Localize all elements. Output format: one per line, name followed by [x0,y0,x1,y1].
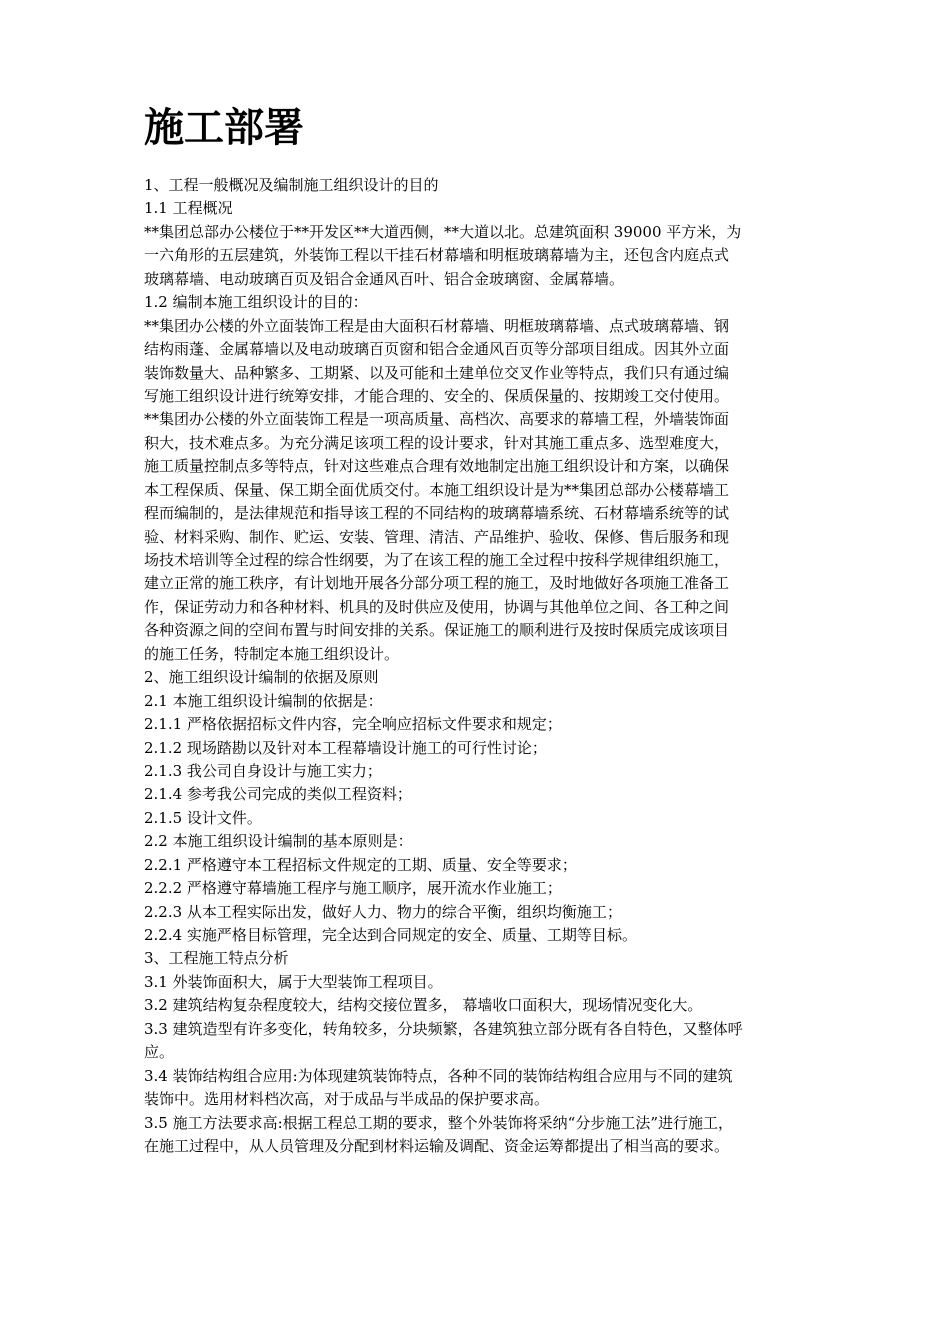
text-line: 3.1 外装饰面积大，属于大型装饰工程项目。 [144,972,443,991]
text-line: 装饰中。选用材料档次高，对于成品与半成品的保护要求高。 [144,1090,550,1109]
text-line: **集团办公楼的外立面装饰工程是一项高质量、高档次、高要求的幕墙工程，外墙装饰面 [144,410,730,429]
document-body [144,174,810,1158]
text-line: 3.4 装饰结构组合应用:为体现建筑装饰特点，各种不同的装饰结构组合应用与不同的建筑 [144,1066,733,1085]
text-line: 结构雨蓬、金属幕墙以及电动玻璃百页窗和铝合金通风百页等分部项目组成。因其外立面 [144,340,730,359]
text-line: 作，保证劳动力和各种材料、机具的及时供应及使用，协调与其他单位之间、各工种之间 [144,597,730,616]
text-line: 2.1.5 设计文件。 [144,808,262,827]
text-line: 1、工程一般概况及编制施工组织设计的目的 [144,176,439,194]
text-line: 2.1.2 现场踏勘以及针对本工程幕墙设计施工的可行性讨论； [144,738,547,757]
text-line: 施工质量控制点多等特点，针对这些难点合理有效地制定出施工组织设计和方案，以确保 [144,457,730,476]
text-line: 在施工过程中，从人员管理及分配到材料运输及调配、资金运筹都提出了相当高的要求。 [144,1136,730,1155]
text-line: 2.1.3 我公司自身设计与施工实力； [144,761,382,780]
text-line: 场技术培训等全过程的综合性纲要，为了在该工程的施工全过程中按科学规律组织施工， [144,551,730,569]
text-line: 2.1.4 参考我公司完成的类似工程资料； [144,785,412,804]
text-line: 2、施工组织设计编制的依据及原则 [144,668,379,687]
text-line: 2.2.1 严格遵守本工程招标文件规定的工期、质量、安全等要求； [144,855,577,874]
text-line: 2.2.2 严格遵守幕墙施工程序与施工顺序，展开流水作业施工； [144,879,562,898]
text-line: 2.2.3 从本工程实际出发，做好人力、物力的综合平衡，组织均衡施工； [144,902,622,921]
page-title: 施工部署 [144,105,304,151]
text-line: 2.1.1 严格依据招标文件内容，完全响应招标文件要求和规定； [144,715,562,734]
text-line: 1.1 工程概况 [144,199,233,218]
text-line: 写施工组织设计进行统筹安排，才能合理的、安全的、保质保量的、按期竣工交付使用。 [144,386,730,405]
text-line: 2.1 本施工组织设计编制的依据是： [144,691,383,710]
text-line: **集团办公楼的外立面装饰工程是由大面积石材幕墙、明框玻璃幕墙、点式玻璃幕墙、钢 [144,316,730,335]
text-line: 一六角形的五层建筑，外装饰工程以干挂石材幕墙和明框玻璃幕墙为主，还包含内庭点式 [144,246,730,265]
text-line: 2.2 本施工组织设计编制的基本原则是： [144,832,413,851]
text-line: 积大，技术难点多。为充分满足该项工程的设计要求，针对其施工重点多、选型难度大， [144,433,730,452]
text-line: 本工程保质、保量、保工期全面优质交付。本施工组织设计是为**集团总部办公楼幕墙工 [144,480,730,499]
text-line: 3、工程施工特点分析 [144,949,289,968]
text-line: 各种资源之间的空间布置与时间安排的关系。保证施工的顺利进行及按时保质完成该项目 [144,621,730,640]
text-line: 1.2 编制本施工组织设计的目的： [144,293,368,312]
text-line: 3.3 建筑造型有许多变化，转角较多，分块频繁，各建筑独立部分既有各自特色，又整体呼 [144,1019,743,1038]
text-line: 的施工任务，特制定本施工组织设计。 [144,644,400,663]
text-line: 程而编制的，是法律规范和指导该工程的不同结构的玻璃幕墙系统、石材幕墙系统等的试 [144,504,730,523]
text-line: 3.2 建筑结构复杂程度较大，结构交接位置多， 幕墙收口面积大，现场情况变化大。 [144,996,703,1015]
text-line: 装饰数量大、品种繁多、工期紧、以及可能和土建单位交叉作业等特点，我们只有通过编 [144,363,730,382]
text-line: 应。 [144,1043,175,1062]
text-line: 3.5 施工方法要求高:根据工程总工期的要求，整个外装饰将采纳“分步施工法”进行施工， [144,1113,734,1132]
text-line: 建立正常的施工秩序，有计划地开展各分部分项工程的施工，及时地做好各项施工准备工 [144,574,730,593]
text-line: 验、材料采购、制作、贮运、安装、管理、清洁、产品维护、验收、保修、售后服务和现 [144,527,730,546]
text-line: 2.2.4 实施严格目标管理，完全达到合同规定的安全、质量、工期等目标。 [144,926,637,944]
text-line: **集团总部办公楼位于**开发区**大道西侧，**大道以北。总建筑面积 39000 平方米，为 [144,222,742,241]
text-line: 玻璃幕墙、电动玻璃百页及铝合金通风百叶、铝合金玻璃窗、金属幕墙。 [144,269,625,288]
